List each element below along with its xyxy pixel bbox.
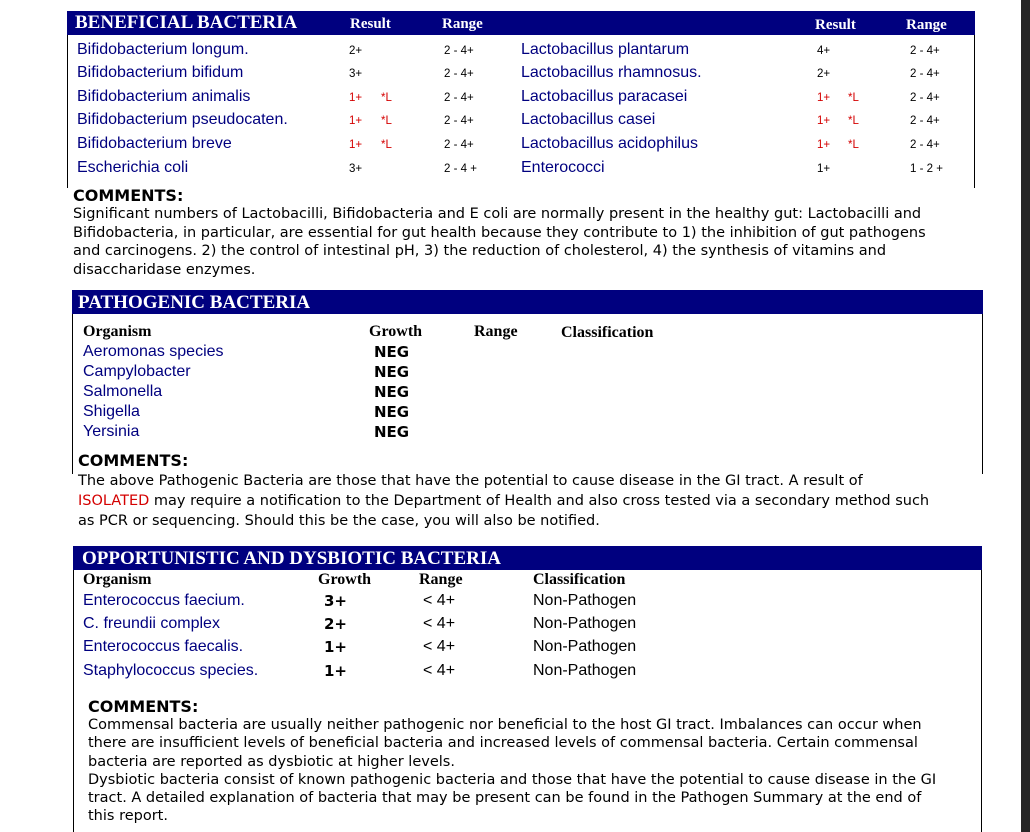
range-value: 2 - 4+ xyxy=(444,115,474,127)
range-header-right: Range xyxy=(906,17,947,33)
organism-name: Bifidobacterium breve xyxy=(77,135,232,152)
range-value: 2 - 4+ xyxy=(444,45,474,57)
divider xyxy=(72,314,73,474)
organism-name: Enterococcus faecium. xyxy=(83,592,245,609)
low-flag: *L xyxy=(848,115,859,127)
low-flag: *L xyxy=(848,139,859,151)
beneficial-header-bar xyxy=(67,11,975,35)
organism-name: Shigella xyxy=(83,403,140,420)
organism-name: Campylobacter xyxy=(83,363,191,380)
comment-line: and carcinogens. 2) the control of intestinal pH, 3) the reduction of cholesterol, 4) the synthesis of vitamins and xyxy=(73,243,887,259)
comment-line: as PCR or sequencing. Should this be the case, you will also be notified. xyxy=(78,513,600,529)
range-value: 1 - 2 + xyxy=(910,163,943,175)
range-value: 2 - 4 + xyxy=(444,163,477,175)
range-value: 2 - 4+ xyxy=(910,115,940,127)
classification-value: Non-Pathogen xyxy=(533,638,637,655)
comment-line: Bifidobacteria, in particular, are essential for gut health because they contribute to 1) the inhibition of gut pathogens xyxy=(73,224,926,241)
divider xyxy=(73,570,74,832)
result-value: 1+ xyxy=(349,92,363,104)
range-value: < 4+ xyxy=(423,592,456,609)
comment-line: there are insufficient levels of beneficial bacteria and increased levels of commensal bacteria. Certain commensal xyxy=(88,735,918,752)
range-value: 2 - 4+ xyxy=(444,92,474,104)
range-value: 2 - 4+ xyxy=(910,45,940,57)
organism-name: Enterococcus faecalis. xyxy=(83,638,244,655)
result-value: 3+ xyxy=(349,68,363,80)
low-flag: *L xyxy=(381,139,392,151)
comment-line: Commensal bacteria are usually neither pathogenic nor beneficial to the host GI tract. Imbalances can occur when xyxy=(88,717,922,733)
growth-value: NEG xyxy=(374,363,410,381)
divider xyxy=(974,35,975,188)
pathogenic-growth-header: Growth xyxy=(369,323,423,340)
pathogenic-organism-header: Organism xyxy=(83,323,152,340)
organism-name: Lactobacillus acidophilus xyxy=(521,135,698,152)
result-header-right: Result xyxy=(815,17,856,33)
result-value: 4+ xyxy=(817,45,831,57)
range-value: < 4+ xyxy=(423,662,456,679)
isolated-term: ISOLATED xyxy=(78,493,150,509)
result-header-left: Result xyxy=(350,16,391,32)
opportunistic-organism-header: Organism xyxy=(83,571,152,588)
low-flag: *L xyxy=(381,92,392,104)
organism-name: Aeromonas species xyxy=(83,343,224,360)
result-value: 1+ xyxy=(817,163,831,175)
organism-name: Bifidobacterium bifidum xyxy=(77,64,244,81)
organism-name: Yersinia xyxy=(83,423,140,440)
organism-name: Escherichia coli xyxy=(77,159,189,176)
opportunistic-classification-header: Classification xyxy=(533,571,626,588)
growth-value: NEG xyxy=(374,403,410,421)
divider xyxy=(982,314,983,474)
organism-name: Staphylococcus species. xyxy=(83,662,259,679)
growth-value: NEG xyxy=(374,383,410,401)
comment-line: disaccharidase enzymes. xyxy=(73,261,256,278)
range-value: 2 - 4+ xyxy=(910,92,940,104)
growth-value: 2+ xyxy=(324,615,348,633)
opportunistic-growth-header: Growth xyxy=(318,571,372,588)
result-value: 1+ xyxy=(817,139,831,151)
comment-line: The above Pathogenic Bacteria are those that have the potential to cause disease in the GI tract. A result of xyxy=(78,473,863,489)
opportunistic-comments-title: COMMENTS: xyxy=(88,697,199,716)
comment-line xyxy=(78,491,929,511)
low-flag: *L xyxy=(381,115,392,127)
pathogenic-classification-header: Classification xyxy=(561,324,654,341)
opportunistic-title: OPPORTUNISTIC AND DYSBIOTIC BACTERIA xyxy=(82,548,501,569)
classification-value: Non-Pathogen xyxy=(533,592,637,609)
pathogenic-title: PATHOGENIC BACTERIA xyxy=(78,292,311,313)
organism-name: Bifidobacterium animalis xyxy=(77,88,251,105)
organism-name: Salmonella xyxy=(83,383,163,400)
growth-value: 3+ xyxy=(324,592,348,610)
organism-name: C. freundii complex xyxy=(83,615,220,632)
growth-value: 1+ xyxy=(324,662,348,680)
pathogenic-comments-title: COMMENTS: xyxy=(78,451,189,470)
range-value: < 4+ xyxy=(423,615,456,632)
result-value: 3+ xyxy=(349,163,363,175)
range-value: 2 - 4+ xyxy=(910,139,940,151)
pathogenic-header-bar xyxy=(72,290,983,314)
pathogenic-range-header: Range xyxy=(474,323,518,340)
classification-value: Non-Pathogen xyxy=(533,662,637,679)
growth-value: NEG xyxy=(374,423,410,441)
organism-name: Bifidobacterium longum. xyxy=(77,41,249,58)
divider xyxy=(981,570,982,832)
organism-name: Lactobacillus rhamnosus. xyxy=(521,64,702,81)
opportunistic-header-bar xyxy=(73,546,982,570)
beneficial-comments xyxy=(73,205,926,279)
opportunistic-range-header: Range xyxy=(419,571,463,588)
window-edge xyxy=(1021,0,1030,832)
pathogenic-comments xyxy=(78,471,929,531)
organism-name: Lactobacillus plantarum xyxy=(521,41,690,58)
result-value: 2+ xyxy=(349,45,363,57)
result-value: 1+ xyxy=(349,115,363,127)
beneficial-comments-title: COMMENTS: xyxy=(73,186,184,205)
comment-line: bacteria are reported as dysbiotic at higher levels. xyxy=(88,753,455,770)
range-value: 2 - 4+ xyxy=(444,68,474,80)
range-value: < 4+ xyxy=(423,638,456,655)
organism-name: Bifidobacterium pseudocaten. xyxy=(77,111,288,128)
comment-text: may require a notification to the Department of Health and also cross tested via a secondary method such xyxy=(149,493,930,509)
classification-value: Non-Pathogen xyxy=(533,615,637,632)
result-value: 2+ xyxy=(817,68,831,80)
range-value: 2 - 4+ xyxy=(444,139,474,151)
comment-line: Dysbiotic bacteria consist of known pathogenic bacteria and those that have the potential to cause disease in the GI xyxy=(88,771,937,788)
comment-line: this report. xyxy=(88,808,168,825)
result-value: 1+ xyxy=(817,115,831,127)
organism-name: Enterococci xyxy=(521,159,605,176)
range-value: 2 - 4+ xyxy=(910,68,940,80)
result-value: 1+ xyxy=(817,92,831,104)
divider xyxy=(67,35,68,188)
organism-name: Lactobacillus casei xyxy=(521,111,656,128)
growth-value: NEG xyxy=(374,343,410,361)
growth-value: 1+ xyxy=(324,638,348,656)
comment-line: tract. A detailed explanation of bacteria that may be present can be found in the Pathogen Summary at the end of xyxy=(88,790,922,807)
comment-line: Significant numbers of Lactobacilli, Bifidobacteria and E coli are normally present in the healthy gut: Lactobacilli and xyxy=(73,206,922,222)
organism-name: Lactobacillus paracasei xyxy=(521,88,688,105)
opportunistic-comments xyxy=(88,716,936,826)
beneficial-title: BENEFICIAL BACTERIA xyxy=(75,12,298,33)
result-value: 1+ xyxy=(349,139,363,151)
low-flag: *L xyxy=(848,92,859,104)
range-header-left: Range xyxy=(442,16,483,32)
